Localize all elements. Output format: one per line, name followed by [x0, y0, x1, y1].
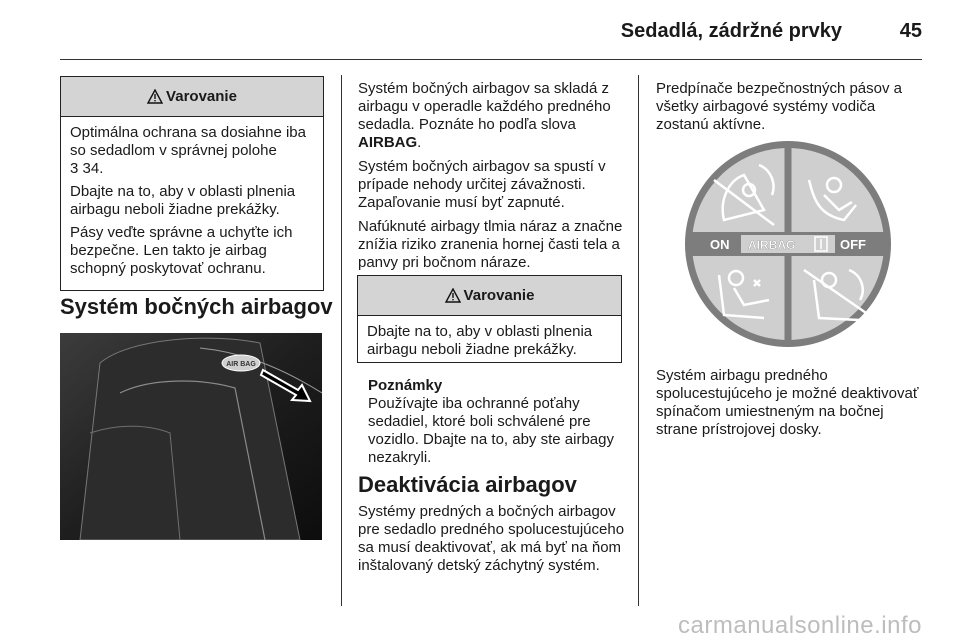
- note-text: Používajte iba ochranné poťahy sedadiel, ktoré boli schválené pre vozidlo. Dbajte na to, aby ste airbagy nezakryli.: [368, 395, 614, 466]
- warning-triangle-icon: [445, 288, 461, 303]
- section-title-deactivation: Deaktivácia airbagov: [358, 472, 577, 497]
- paragraph: Predpínače bezpečnostných pásov a všetky airbagové systémy vodiča zostanú aktívne.: [656, 80, 902, 133]
- label-off: OFF: [840, 237, 866, 252]
- warning-title: Varovanie: [463, 287, 535, 304]
- page-header-title: Sedadlá, zádržné prvky: [620, 20, 842, 42]
- page-ref[interactable]: 34.: [82, 160, 104, 177]
- watermark: carmanualsonline.info: [678, 612, 922, 639]
- warning-header: [358, 276, 621, 316]
- column-3-text-2: [656, 367, 928, 445]
- warning-box: [60, 76, 324, 291]
- warning-box: [357, 275, 622, 363]
- page-number: 45: [899, 20, 922, 42]
- note-block: [368, 377, 634, 473]
- warning-paragraph: Optimálna ochrana sa dosiahne iba so sedadlom v správnej polohe 3 34.: [70, 124, 306, 177]
- paragraph: Systém airbagu predného spolucestujúceho je možné deaktivovať spínačom umiestneným na bočnej strane prístrojovej dosky.: [656, 367, 919, 438]
- column-3-text: [656, 80, 918, 140]
- header-divider: [60, 59, 922, 60]
- label-on: ON: [710, 237, 730, 252]
- warning-header: [61, 77, 323, 117]
- warning-paragraph: Dbajte na to, aby v oblasti plnenia airbagu neboli žiadne prekážky.: [70, 183, 296, 218]
- warning-triangle-icon: [147, 89, 163, 104]
- column-divider-2: [638, 75, 639, 606]
- airbag-badge-label: AIR BAG: [226, 361, 256, 368]
- airbag-deactivation-sticker: [684, 140, 892, 348]
- paragraph: Systém bočných airbagov sa spustí v prípade nehody určitej závažnosti. Zapaľovanie musí byť zapnuté.: [358, 158, 606, 211]
- paragraph: Nafúknuté airbagy tlmia náraz a značne znížia riziko zranenia hornej časti tela a panvy pri bočnom náraze.: [358, 218, 623, 271]
- warning-paragraph: Dbajte na to, aby v oblasti plnenia airbagu neboli žiadne prekážky.: [367, 323, 593, 358]
- warning-title: Varovanie: [166, 88, 237, 105]
- column-divider-1: [341, 75, 342, 606]
- paragraph: Systém bočných airbagov sa skladá z airbagu v operadle každého predného sedadla. Poznáte ho podľa slova AIRBAG.: [358, 80, 611, 151]
- deactivation-text: Systémy predných a bočných airbagov pre sedadlo predného spolucestujúceho sa musí deaktivovať, ak má byť na ňom inštalovaný detský záchytný systém.: [358, 503, 625, 574]
- seat-airbag-illustration: [60, 333, 322, 540]
- note-title: Poznámky: [368, 377, 443, 394]
- column-2-text: [358, 80, 630, 278]
- page-ref-arrow: 3: [70, 160, 79, 177]
- section-title-side-airbags: Systém bočných airbagov: [60, 294, 333, 319]
- warning-paragraph: Pásy veďte správne a uchyťte ich bezpečne. Len takto je airbag schopný poskytovať ochranu.: [70, 224, 293, 277]
- label-airbag: AIRBAG: [748, 238, 796, 252]
